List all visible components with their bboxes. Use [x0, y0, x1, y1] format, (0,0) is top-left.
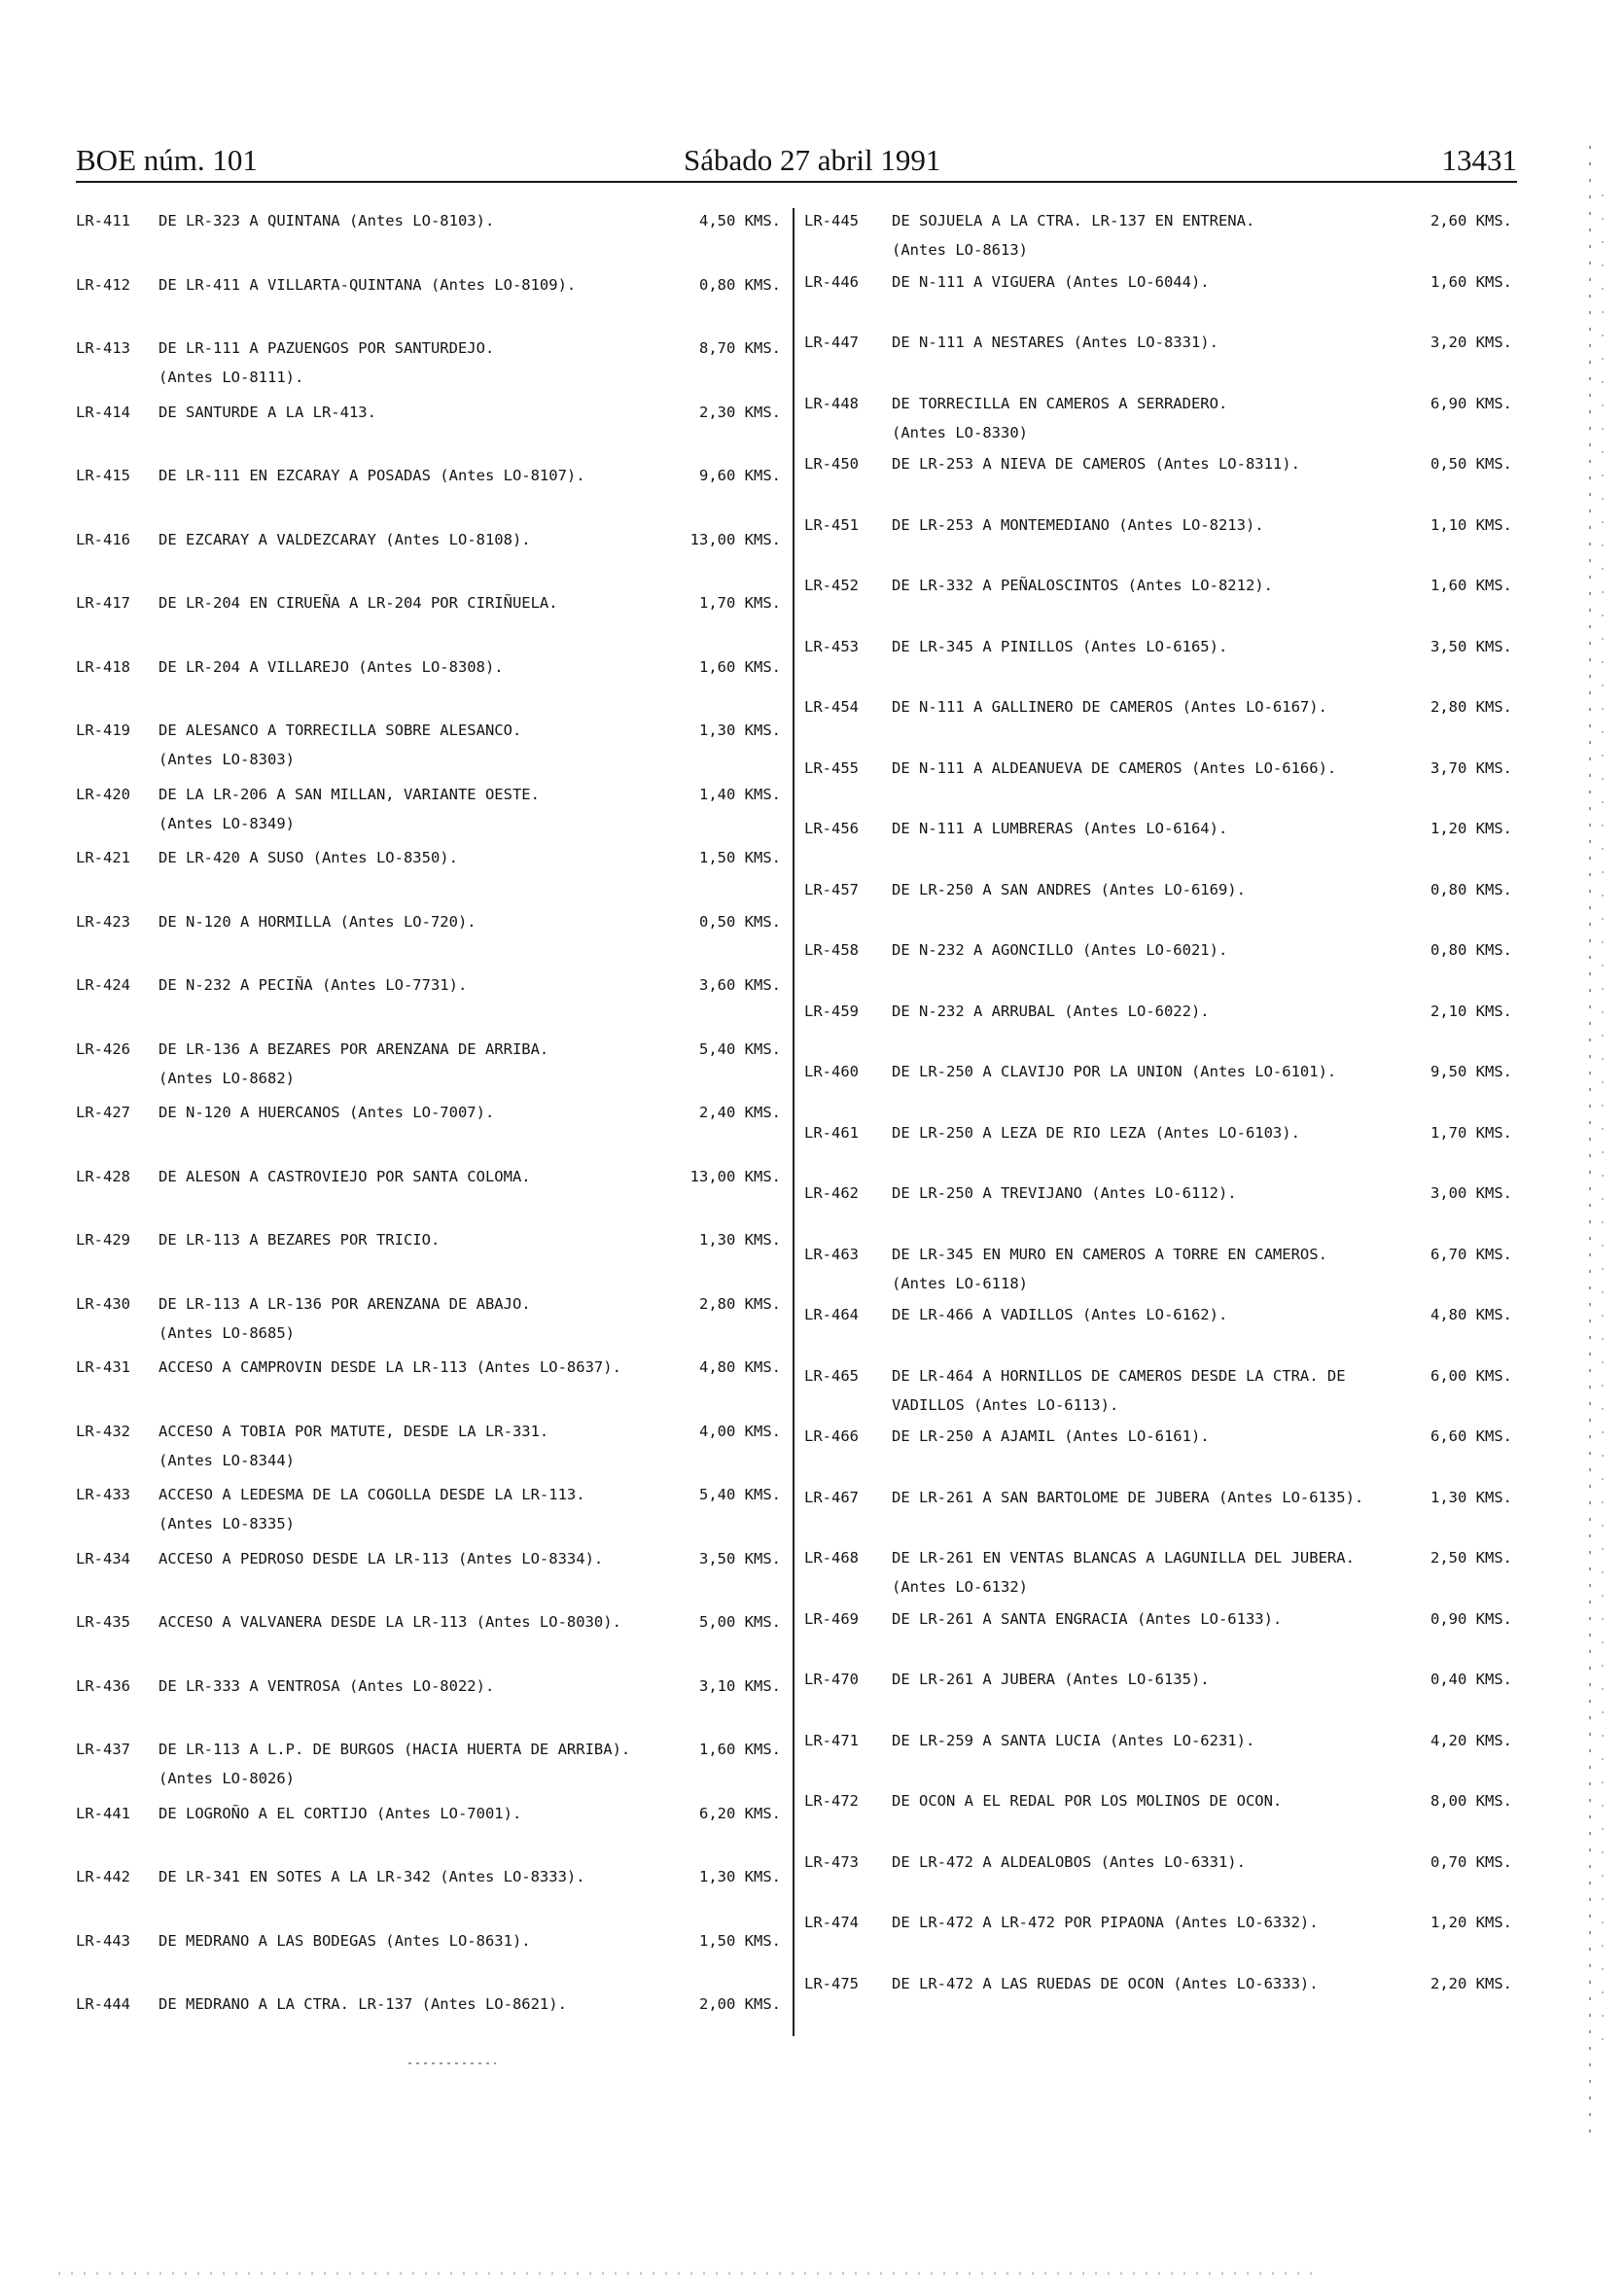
road-description	[159, 1353, 621, 1382]
road-length: 1,30 KMS.	[699, 1868, 781, 1885]
road-code: LR-427	[76, 1104, 130, 1121]
road-description-line: DE N-111 A NESTARES (Antes LO-8331).	[892, 334, 1218, 351]
road-description	[892, 1057, 1336, 1086]
road-description-line: DE LR-113 A LR-136 POR ARENZANA DE ABAJO.	[159, 1294, 531, 1313]
road-code: LR-472	[804, 1792, 859, 1810]
road-description-line: DE OCON A EL REDAL POR LOS MOLINOS DE OCON.	[892, 1792, 1283, 1810]
road-description-line: DE LR-261 A SAN BARTOLOME DE JUBERA (Antes LO-6135).	[892, 1488, 1364, 1506]
road-description-line: DE N-111 A LUMBRERAS (Antes LO-6164).	[892, 820, 1228, 837]
road-code: LR-452	[804, 577, 859, 594]
road-description	[892, 1665, 1210, 1694]
road-description	[892, 632, 1227, 661]
road-description-line: DE LR-111 EN EZCARAY A POSADAS (Antes LO-8107).	[159, 467, 585, 484]
road-description-line: DE LA LR-206 A SAN MILLAN, VARIANTE OESTE.	[159, 785, 540, 803]
road-description-line: DE LR-472 A LR-472 POR PIPAONA (Antes LO-6332).	[892, 1914, 1319, 1931]
road-length: 5,40 KMS.	[699, 1039, 781, 1058]
road-length: 0,80 KMS.	[1430, 880, 1512, 898]
road-description-line: DE LR-261 EN VENTAS BLANCAS A LAGUNILLA DEL JUBERA.	[892, 1549, 1355, 1567]
road-description-line: DE LR-250 A TREVIJANO (Antes LO-6112).	[892, 1184, 1237, 1202]
road-length: 0,70 KMS.	[1430, 1852, 1512, 1871]
road-description	[159, 461, 585, 490]
road-description	[892, 1726, 1254, 1755]
road-length: 13,00 KMS.	[689, 530, 781, 548]
road-length: 3,50 KMS.	[699, 1549, 781, 1567]
road-code: LR-434	[76, 1549, 130, 1567]
road-description	[159, 588, 558, 617]
road-description-line: (Antes LO-8682)	[159, 1069, 295, 1087]
road-length: 0,50 KMS.	[1430, 455, 1512, 473]
road-description	[892, 1908, 1319, 1937]
road-length: 2,80 KMS.	[1430, 698, 1512, 716]
road-code: LR-411	[76, 212, 130, 229]
road-length: 2,30 KMS.	[699, 403, 781, 421]
road-code: LR-435	[76, 1613, 130, 1631]
road-description	[892, 1604, 1282, 1634]
road-code: LR-467	[804, 1488, 859, 1506]
road-description	[892, 1543, 1355, 1602]
road-code: LR-444	[76, 1995, 130, 2013]
road-length: 3,50 KMS.	[1430, 637, 1512, 655]
road-description	[892, 875, 1246, 904]
road-description-line: DE LOGROÑO A EL CORTIJO (Antes LO-7001).	[159, 1804, 522, 1822]
road-description-line: DE N-232 A AGONCILLO (Antes LO-6021).	[892, 941, 1228, 959]
road-length: 2,00 KMS.	[699, 1995, 781, 2013]
road-description	[892, 1179, 1237, 1208]
road-description-line: DE LR-345 EN MURO EN CAMEROS A TORRE EN CAMEROS.	[892, 1245, 1327, 1263]
road-code: LR-415	[76, 467, 130, 484]
road-description	[159, 1544, 603, 1573]
road-code: LR-464	[804, 1306, 859, 1323]
road-length: 6,70 KMS.	[1430, 1245, 1512, 1263]
road-description	[159, 1225, 440, 1254]
road-length: 8,00 KMS.	[1430, 1792, 1512, 1810]
road-description	[892, 1786, 1282, 1815]
road-code: LR-455	[804, 758, 859, 777]
road-length: 1,30 KMS.	[699, 1231, 781, 1249]
road-description-line: (Antes LO-8349)	[159, 814, 295, 832]
road-description	[159, 206, 494, 235]
road-description-line: DE LR-113 A BEZARES POR TRICIO.	[159, 1231, 441, 1249]
road-description-line: DE TORRECILLA EN CAMEROS A SERRADERO.	[892, 394, 1228, 412]
road-description-line: DE LR-341 EN SOTES A LA LR-342 (Antes LO-8333).	[159, 1868, 585, 1885]
road-description	[892, 1118, 1300, 1147]
road-description-line: ACCESO A PEDROSO DESDE LA LR-113 (Antes LO-8334).	[159, 1549, 604, 1567]
road-description-line: DE N-120 A HORMILLA (Antes LO-720).	[159, 912, 477, 931]
road-code: LR-418	[76, 657, 130, 676]
road-code: LR-469	[804, 1609, 859, 1628]
road-length: 1,60 KMS.	[699, 1741, 781, 1758]
road-description	[159, 1162, 531, 1191]
road-description-line: ACCESO A VALVANERA DESDE LA LR-113 (Antes LO-8030).	[159, 1613, 621, 1631]
road-length: 0,40 KMS.	[1430, 1671, 1512, 1688]
road-length: 3,70 KMS.	[1430, 758, 1512, 777]
road-description-line: DE LR-345 A PINILLOS (Antes LO-6165).	[892, 637, 1228, 655]
road-code: LR-447	[804, 334, 859, 351]
road-length: 1,20 KMS.	[1430, 1914, 1512, 1931]
road-description	[159, 907, 477, 936]
road-length: 2,20 KMS.	[1430, 1974, 1512, 1992]
road-length: 1,30 KMS.	[699, 722, 781, 739]
road-length: 8,70 KMS.	[699, 339, 781, 357]
road-code: LR-431	[76, 1358, 130, 1376]
road-code: LR-456	[804, 820, 859, 837]
road-code: LR-451	[804, 515, 859, 534]
road-description-line: (Antes LO-6118)	[892, 1274, 1028, 1292]
road-length: 2,10 KMS.	[1430, 1002, 1512, 1020]
road-description-line: DE LR-259 A SANTA LUCIA (Antes LO-6231).	[892, 1731, 1255, 1749]
road-length: 0,90 KMS.	[1430, 1609, 1512, 1628]
road-description	[892, 511, 1264, 540]
road-description	[159, 970, 467, 1000]
road-description	[892, 1422, 1210, 1451]
road-code: LR-436	[76, 1676, 130, 1695]
road-description	[892, 389, 1227, 447]
road-description	[159, 525, 531, 554]
road-description	[159, 1098, 494, 1127]
road-code: LR-470	[804, 1671, 859, 1688]
road-code: LR-473	[804, 1852, 859, 1871]
road-description	[159, 652, 504, 682]
page-number: 13431	[1441, 143, 1517, 177]
road-description	[892, 1483, 1363, 1512]
road-length: 2,60 KMS.	[1430, 212, 1512, 229]
road-length: 9,60 KMS.	[699, 467, 781, 484]
road-code: LR-430	[76, 1294, 130, 1313]
road-description	[159, 270, 576, 299]
column-divider	[793, 208, 794, 2036]
road-description-line: DE LR-420 A SUSO (Antes LO-8350).	[159, 849, 458, 866]
road-code: LR-420	[76, 785, 130, 803]
road-description-line: DE EZCARAY A VALDEZCARAY (Antes LO-8108).	[159, 530, 531, 548]
road-description	[159, 1035, 548, 1093]
road-length: 1,50 KMS.	[699, 849, 781, 866]
road-description-line: DE N-111 A ALDEANUEVA DE CAMEROS (Antes LO-6166).	[892, 758, 1337, 777]
road-code: LR-465	[804, 1366, 859, 1385]
road-description	[892, 1848, 1246, 1877]
road-length: 1,70 KMS.	[699, 594, 781, 612]
road-description-line: DE LR-253 A MONTEMEDIANO (Antes LO-8213).	[892, 515, 1264, 534]
road-description-line: ACCESO A TOBIA POR MATUTE, DESDE LA LR-331.	[159, 1422, 549, 1440]
road-length: 1,60 KMS.	[699, 657, 781, 676]
road-length: 9,50 KMS.	[1430, 1063, 1512, 1080]
road-length: 3,60 KMS.	[699, 976, 781, 994]
road-code: LR-457	[804, 880, 859, 898]
road-description-line: (Antes LO-8303)	[159, 751, 295, 768]
road-description-line: ACCESO A LEDESMA DE LA COGOLLA DESDE LA LR-113.	[159, 1486, 585, 1503]
road-code: LR-441	[76, 1804, 130, 1822]
road-description	[892, 997, 1210, 1026]
road-description-line: DE LR-472 A LAS RUEDAS DE OCON (Antes LO-6333).	[892, 1974, 1319, 1992]
road-description	[159, 1862, 585, 1891]
road-code: LR-468	[804, 1549, 859, 1567]
road-description-line: DE LR-250 A CLAVIJO POR LA UNION (Antes LO-6101).	[892, 1063, 1337, 1080]
road-description	[892, 814, 1227, 843]
road-description	[159, 716, 521, 774]
road-length: 4,00 KMS.	[699, 1422, 781, 1440]
publication-name: BOE núm. 101	[76, 143, 258, 177]
road-description	[159, 1417, 548, 1475]
road-description-line: DE LR-261 A JUBERA (Antes LO-6135).	[892, 1671, 1210, 1688]
road-description-line: DE LR-136 A BEZARES POR ARENZANA DE ARRIBA.	[159, 1039, 549, 1058]
road-code: LR-466	[804, 1427, 859, 1445]
road-description-line: DE N-232 A ARRUBAL (Antes LO-6022).	[892, 1002, 1210, 1020]
road-length: 6,90 KMS.	[1430, 394, 1512, 412]
road-description	[159, 780, 540, 838]
road-description-line: VADILLOS (Antes LO-6113).	[892, 1395, 1119, 1414]
road-description	[892, 754, 1336, 783]
road-code: LR-426	[76, 1039, 130, 1058]
road-code: LR-463	[804, 1245, 859, 1263]
road-description-line: (Antes LO-8344)	[159, 1451, 295, 1469]
road-code: LR-419	[76, 722, 130, 739]
road-description-line: DE SANTURDE A LA LR-413.	[159, 403, 376, 421]
road-length: 2,80 KMS.	[699, 1294, 781, 1313]
road-description-line: DE SOJUELA A LA CTRA. LR-137 EN ENTRENA.	[892, 212, 1255, 229]
road-code: LR-413	[76, 339, 130, 357]
road-description-line: (Antes LO-8330)	[892, 423, 1028, 441]
road-code: LR-421	[76, 849, 130, 866]
road-code: LR-433	[76, 1486, 130, 1503]
road-length: 1,60 KMS.	[1430, 577, 1512, 594]
road-length: 1,60 KMS.	[1430, 272, 1512, 291]
road-description-line: ACCESO A CAMPROVIN DESDE LA LR-113 (Antes LO-8637).	[159, 1358, 621, 1376]
road-code: LR-414	[76, 403, 130, 421]
road-description-line: DE LR-323 A QUINTANA (Antes LO-8103).	[159, 212, 495, 229]
road-code: LR-423	[76, 912, 130, 931]
road-length: 1,20 KMS.	[1430, 820, 1512, 837]
road-code: LR-428	[76, 1167, 130, 1185]
road-length: 6,00 KMS.	[1430, 1366, 1512, 1385]
road-description-line: DE N-120 A HUERCANOS (Antes LO-7007).	[159, 1104, 495, 1121]
road-description	[159, 1480, 585, 1538]
road-description-line: (Antes LO-8335)	[159, 1515, 295, 1532]
road-description-line: DE LR-250 A SAN ANDRES (Antes LO-6169).	[892, 880, 1246, 898]
road-description	[159, 1289, 531, 1348]
road-description-line: (Antes LO-6132)	[892, 1578, 1028, 1596]
road-code: LR-453	[804, 637, 859, 655]
road-length: 2,40 KMS.	[699, 1104, 781, 1121]
road-code: LR-448	[804, 394, 859, 412]
road-length: 1,10 KMS.	[1430, 515, 1512, 534]
road-description	[892, 328, 1218, 357]
road-description-line: DE LR-411 A VILLARTA-QUINTANA (Antes LO-8109).	[159, 275, 577, 294]
road-description-line: DE MEDRANO A LAS BODEGAS (Antes LO-8631).	[159, 1931, 531, 1950]
road-description-line: DE MEDRANO A LA CTRA. LR-137 (Antes LO-8621).	[159, 1995, 567, 2013]
road-code: LR-445	[804, 212, 859, 229]
road-description	[892, 571, 1273, 600]
road-code: LR-450	[804, 455, 859, 473]
road-length: 3,20 KMS.	[1430, 334, 1512, 351]
road-length: 1,50 KMS.	[699, 1931, 781, 1950]
road-length: 13,00 KMS.	[689, 1167, 781, 1185]
road-description-line: DE ALESANCO A TORRECILLA SOBRE ALESANCO.	[159, 722, 522, 739]
road-description-line: DE LR-250 A AJAMIL (Antes LO-6161).	[892, 1427, 1210, 1445]
road-description-line: DE LR-253 A NIEVA DE CAMEROS (Antes LO-8311).	[892, 455, 1300, 473]
road-description	[892, 1969, 1319, 1998]
road-length: 2,50 KMS.	[1430, 1549, 1512, 1567]
road-description	[159, 1735, 630, 1793]
road-length: 1,30 KMS.	[1430, 1488, 1512, 1506]
road-description	[159, 843, 458, 872]
road-description	[159, 1926, 531, 1955]
road-length: 3,00 KMS.	[1430, 1184, 1512, 1202]
road-description	[159, 1799, 521, 1828]
road-code: LR-446	[804, 272, 859, 291]
road-description-line: DE N-111 A GALLINERO DE CAMEROS (Antes LO-6167).	[892, 698, 1327, 716]
road-description	[892, 1361, 1346, 1420]
road-description-line: (Antes LO-8685)	[159, 1323, 295, 1342]
road-length: 5,00 KMS.	[699, 1613, 781, 1631]
road-description	[159, 1607, 621, 1637]
road-description-line: DE LR-111 A PAZUENGOS POR SANTURDEJO.	[159, 339, 495, 357]
road-description-line: DE LR-332 A PEÑALOSCINTOS (Antes LO-8212).	[892, 577, 1273, 594]
road-code: LR-416	[76, 530, 130, 548]
road-description	[159, 398, 376, 427]
road-description-line: DE LR-204 EN CIRUEÑA A LR-204 POR CIRIÑUELA.	[159, 594, 558, 612]
road-description-line: DE ALESON A CASTROVIEJO POR SANTA COLOMA.	[159, 1167, 531, 1185]
publication-date: Sábado 27 abril 1991	[684, 143, 941, 177]
road-description-line: DE LR-261 A SANTA ENGRACIA (Antes LO-6133).	[892, 1609, 1283, 1628]
road-length: 4,20 KMS.	[1430, 1731, 1512, 1749]
road-code: LR-429	[76, 1231, 130, 1249]
road-description-line: DE LR-333 A VENTROSA (Antes LO-8022).	[159, 1676, 495, 1695]
road-length: 0,80 KMS.	[699, 275, 781, 294]
road-description-line: DE LR-113 A L.P. DE BURGOS (HACIA HUERTA DE ARRIBA).	[159, 1741, 631, 1758]
road-code: LR-458	[804, 941, 859, 959]
road-length: 0,50 KMS.	[699, 912, 781, 931]
road-description-line: DE LR-250 A LEZA DE RIO LEZA (Antes LO-6103).	[892, 1123, 1300, 1142]
road-code: LR-437	[76, 1741, 130, 1758]
road-code: LR-412	[76, 275, 130, 294]
road-description	[892, 206, 1254, 264]
road-code: LR-424	[76, 976, 130, 994]
road-length: 6,60 KMS.	[1430, 1427, 1512, 1445]
road-code: LR-432	[76, 1422, 130, 1440]
road-description	[892, 267, 1210, 297]
road-description	[892, 1300, 1227, 1329]
road-description-line: DE LR-466 A VADILLOS (Antes LO-6162).	[892, 1306, 1228, 1323]
road-code: LR-459	[804, 1002, 859, 1020]
road-description-line: DE LR-472 A ALDEALOBOS (Antes LO-6331).	[892, 1852, 1246, 1871]
road-length: 1,40 KMS.	[699, 785, 781, 803]
road-length: 5,40 KMS.	[699, 1486, 781, 1503]
road-description-line: DE N-111 A VIGUERA (Antes LO-6044).	[892, 272, 1210, 291]
road-length: 0,80 KMS.	[1430, 941, 1512, 959]
road-code: LR-460	[804, 1063, 859, 1080]
road-description	[159, 1990, 567, 2019]
road-code: LR-474	[804, 1914, 859, 1931]
road-length: 3,10 KMS.	[699, 1676, 781, 1695]
road-description-line: (Antes LO-8613)	[892, 241, 1028, 259]
road-code: LR-462	[804, 1184, 859, 1202]
road-code: LR-417	[76, 594, 130, 612]
road-code: LR-471	[804, 1731, 859, 1749]
road-description-line: DE N-232 A PECIÑA (Antes LO-7731).	[159, 976, 468, 994]
road-code: LR-461	[804, 1123, 859, 1142]
page-header	[76, 143, 1517, 183]
road-length: 4,80 KMS.	[699, 1358, 781, 1376]
road-description	[892, 692, 1327, 722]
road-description-line: (Antes LO-8111).	[159, 369, 304, 386]
road-length: 4,80 KMS.	[1430, 1306, 1512, 1323]
road-code: LR-442	[76, 1868, 130, 1885]
road-length: 6,20 KMS.	[699, 1804, 781, 1822]
road-description-line: DE LR-464 A HORNILLOS DE CAMEROS DESDE LA CTRA. DE	[892, 1366, 1346, 1385]
road-code: LR-454	[804, 698, 859, 716]
road-description-line: DE LR-204 A VILLAREJO (Antes LO-8308).	[159, 657, 504, 676]
road-length: 1,70 KMS.	[1430, 1123, 1512, 1142]
road-description	[892, 935, 1227, 965]
road-code: LR-443	[76, 1931, 130, 1950]
road-description-line: (Antes LO-8026)	[159, 1770, 295, 1787]
road-length: 4,50 KMS.	[699, 212, 781, 229]
road-code: LR-475	[804, 1974, 859, 1992]
road-description	[159, 334, 494, 392]
road-description	[159, 1672, 494, 1701]
road-description	[892, 449, 1300, 478]
road-description	[892, 1240, 1327, 1298]
